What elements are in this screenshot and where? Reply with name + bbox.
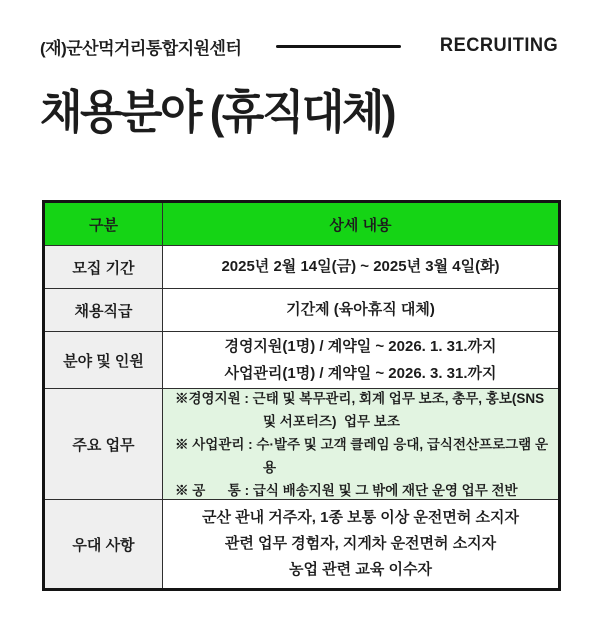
preferred-line-1: 군산 관내 거주자, 1종 보통 이상 운전면허 소지자 bbox=[202, 509, 519, 526]
period-value: 2025년 2월 14일(금) ~ 2025년 3월 4일(화) bbox=[221, 258, 500, 275]
column-header-category: 구분 bbox=[45, 203, 163, 245]
page-title: 채용분야 (휴직대체) bbox=[40, 86, 395, 139]
grade-value: 기간제 (육아휴직 대체) bbox=[286, 301, 435, 318]
row-label-grade: 채용직급 bbox=[45, 288, 163, 331]
row-label-preferred: 우대 사항 bbox=[45, 499, 163, 588]
table-row-preferred bbox=[45, 499, 558, 588]
divider-line bbox=[276, 45, 401, 48]
table-row-period bbox=[45, 245, 558, 288]
tasks-line-common: ※ 공 통 : 급식 배송지원 및 그 밖에 재단 운영 업무 전반 bbox=[175, 482, 518, 498]
recruiting-poster bbox=[0, 34, 600, 634]
preferred-line-2: 관련 업무 경험자, 지게차 운전면허 소지자 bbox=[224, 535, 497, 552]
table-row-grade bbox=[45, 288, 558, 331]
recruitment-table bbox=[42, 200, 561, 591]
row-detail-preferred bbox=[163, 499, 558, 588]
field-line-2: 사업관리(1명) / 계약일 ~ 2026. 3. 31.까지 bbox=[224, 365, 497, 382]
row-detail-tasks bbox=[163, 388, 558, 499]
table-header-row bbox=[45, 203, 558, 245]
column-header-detail: 상세 내용 bbox=[163, 203, 558, 245]
organization-name: (재)군산먹거리통합지원센터 bbox=[40, 38, 242, 58]
row-label-period: 모집 기간 bbox=[45, 245, 163, 288]
table-row-field bbox=[45, 331, 558, 388]
recruiting-label: RECRUITING bbox=[439, 35, 558, 56]
row-label-field: 분야 및 인원 bbox=[45, 331, 163, 388]
row-detail-grade bbox=[163, 288, 558, 331]
table-row-tasks bbox=[45, 388, 558, 499]
row-label-tasks: 주요 업무 bbox=[45, 388, 163, 499]
tasks-line-management: ※경영지원 : 근태 및 복무관리, 회계 업무 보조, 총무, 홍보(SNS 및 서포터즈) 업무 보조 bbox=[175, 390, 548, 429]
row-detail-field bbox=[163, 331, 558, 388]
top-header bbox=[40, 34, 558, 58]
field-line-1: 경영지원(1명) / 계약일 ~ 2026. 1. 31.까지 bbox=[224, 338, 497, 355]
row-detail-period bbox=[163, 245, 558, 288]
preferred-line-3: 농업 관련 교육 이수자 bbox=[289, 561, 432, 578]
tasks-line-business: ※ 사업관리 : 수·발주 및 고객 클레임 응대, 급식전산프로그램 운용 bbox=[175, 436, 548, 475]
